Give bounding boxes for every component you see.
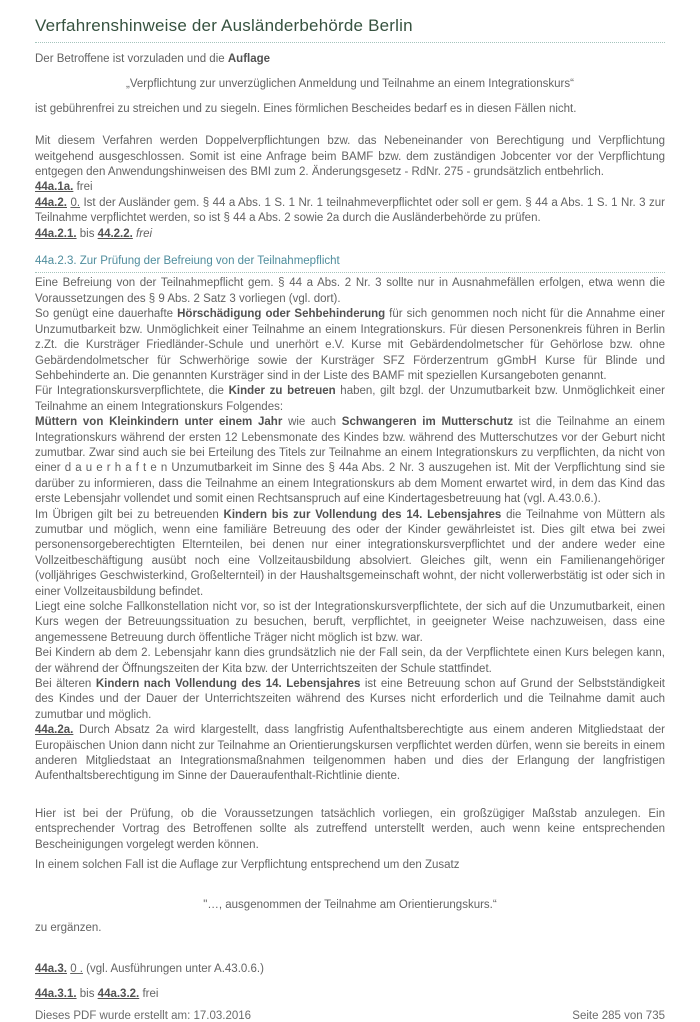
text-segment: 44a.1a. <box>35 181 74 194</box>
vertical-gap <box>35 936 665 962</box>
text-segment: 44a.3.1. <box>35 987 77 1000</box>
page-title: Verfahrenshinweise der Ausländerbehörde Berlin <box>35 16 413 35</box>
text-segment: Hier ist bei der Prüfung, ob die Voraussetzungen tatsächlich vorliegen, ein großzügiger Maßstab anzulegen. Ein entsprechender Vortrag des Betroffenen sollte als zutreffend unterstellt werden, auch wenn keine entsprechenden Bescheinigungen vorgelegt werden können. <box>35 807 665 851</box>
text-segment: 44.2.2. <box>97 227 133 240</box>
text-segment: 44a.3. <box>35 963 67 976</box>
item-44a2a <box>35 723 665 785</box>
text-segment: für sich genommen noch nicht für die Annahme einer Unzumutbarkeit bzw. Unmöglichkeit einer Teilnahme an einem Integrationskurs. Für diesen Personenkreis führen in Berlin z.Zt. die Kursträger Friedländer-Schule und unerhört e.V. Kurse mit Gebärdendolmetscher für Gehörlose bzw. ohne Gebärdendolmetscher für Schwerhörige sowie der Kursträger SFZ Förderzentrum gGmbH Kurse für Blinde und Sehbehinderte an. Die genannten Kursträger sind in der Liste des BAMF mit speziellen Kursangeboten genannt. <box>35 308 665 382</box>
vertical-gap <box>35 785 665 807</box>
footer-page-number: Seite 285 von 735 <box>572 1010 665 1022</box>
section-heading-44a23 <box>35 254 665 273</box>
item-44a2 <box>35 196 665 227</box>
text-segment: Im Übrigen gilt bei zu betreuenden <box>35 508 224 521</box>
item-44a1a <box>35 180 665 195</box>
text-segment: Hörschädigung oder Sehbehinderung <box>177 308 386 321</box>
text-segment: (vgl. Ausführungen unter A.43.0.6.) <box>82 963 264 976</box>
text-segment: 44a.2.1. <box>35 227 77 240</box>
page-footer <box>35 1002 665 1022</box>
children-from-2-paragraph <box>35 646 665 677</box>
text-segment: haben, gilt bzgl. der Unzumutbarkeit bzw. Unmöglichkeit einer Teilnahme an einem Integrationskurs Folgendes: <box>35 385 666 413</box>
addition-intro-line <box>35 858 665 873</box>
vertical-gap <box>35 93 665 102</box>
text-segment: Liegt eine solche Fallkonstellation nicht vor, so ist der Integrationskursverpflichtete, der sich auf die Unzumutbarkeit, einen Kurs wegen der Betreuungssituation zu besuchen, beruft, verpflichtet, in geeigneter Weise nachzuweisen, dass eine angemessene Betreuung durch öffentliche Träger nicht möglich ist bzw. war. <box>35 601 665 644</box>
text-segment: ist eine Betreuung schon auf Grund der Selbstständigkeit des Kindes und der Dauer der Unterrichtszeiten während des Kurses nicht erforderlich und die Teilnahme damit auch zumutbar und möglich. <box>35 678 665 721</box>
text-segment: 44a.2a. <box>35 724 74 737</box>
mothers-paragraph <box>35 415 665 507</box>
text-segment: zu ergänzen. <box>35 921 102 934</box>
vertical-gap <box>35 117 665 134</box>
text-segment: "…, ausgenommen der Teilnahme am Orientierungskurs.“ <box>203 898 497 911</box>
footer-created-date: Dieses PDF wurde erstellt am: 17.03.2016 <box>35 1010 252 1022</box>
vertical-gap <box>35 874 665 898</box>
text-segment: Eine Befreiung von der Teilnahmepflicht gem. § 44 a Abs. 2 Nr. 3 sollte nur in Ausnahmefällen erfolgen, etwa wenn die Voraussetzungen des § 9 Abs. 2 Satz 3 vorliegen (vgl. dort). <box>35 277 665 305</box>
text-segment: Durch Absatz 2a wird klargestellt, dass langfristig Aufenthaltsberechtigte aus einem anderen Mitgliedstaat der Europäischen Union dann nicht zur Teilnahme an Orientierungskursen verpflichtet werden dürfen, wenn sie bereits in einem anderen Mitgliedstaat an Integrationsmaßnahmen teilgenommen haben und dies der Erlangung der langfristigen Aufenthaltsberechtigung im Sinne der Daueraufenthalt-Richtlinie diente. <box>35 724 665 783</box>
text-segment: Auflage <box>227 53 271 65</box>
childcare-intro-paragraph <box>35 384 665 415</box>
text-segment: Für Integrationskursverpflichtete, die <box>35 385 229 398</box>
children-over-14-paragraph <box>35 677 665 723</box>
text-segment: „Verpflichtung zur unverzüglichen Anmeldung und Teilnahme an einem Integrationskurs“ <box>126 78 574 91</box>
text-segment: Bei Kindern ab dem 2. Lebensjahr kann dies grundsätzlich nie der Fall sein, da der Verpflichtete einen Kurs belegen kann, der während der Öffnungszeiten der Kita bzw. der Unterrichtszeiten der Schule stattfindet. <box>35 647 665 675</box>
vertical-gap <box>35 242 665 254</box>
text-segment: In einem solchen Fall ist die Auflage zur Verpflichtung entsprechend um den Zusatz <box>35 859 460 872</box>
text-segment: wie auch <box>282 416 342 429</box>
text-segment: Ist der Ausländer gem. § 44 a Abs. 1 S. 1 Nr. 1 teilnahmeverpflichtet oder soll er gem. § 44 a Abs. 1 S. 1 Nr. 3 zur Teilnahme verpflichtet werden, so ist § 44 a Abs. 2 sowie 2a durch die Ausländerbehörde zu prüfen. <box>35 196 665 225</box>
obligation-quote <box>35 77 665 92</box>
title-divider <box>35 42 665 43</box>
text-segment: Schwangeren im Mutterschutz <box>341 416 514 429</box>
exemption-paragraph <box>35 276 665 307</box>
text-segment: 44a.2. <box>35 196 67 209</box>
text-segment: bis <box>76 987 98 1000</box>
children-under-14-paragraph <box>35 508 665 600</box>
text-segment: frei <box>139 987 159 1000</box>
text-segment: Kindern nach Vollendung des 14. Lebensjahres <box>95 678 361 691</box>
text-segment: 44a.3.2. <box>97 987 140 1000</box>
item-44a21 <box>35 227 665 242</box>
text-segment: frei <box>136 227 153 240</box>
item-44a31 <box>35 987 665 1002</box>
text-segment: Kinder zu betreuen <box>228 385 336 398</box>
generous-standard-paragraph <box>35 807 665 853</box>
proof-paragraph <box>35 600 665 646</box>
item-44a3 <box>35 962 665 977</box>
text-segment: Bei älteren <box>35 678 96 691</box>
text-segment: die Teilnahme von Müttern als zumutbar und möglich, wenn eine familiäre Betreuung des oder der Kinder gewährleistet ist. Dies gilt etwa bei zwei personensorgeberechtigten Elternteilen, bei denen nur einer integrationskursverpflichtet und der andere weder eine Vollzeitbeschäftigung ausübt noch eine Vollzeitausbildung absolviert. Gleiches gilt, wenn ein Familienangehöriger (volljähriges Geschwisterkind, Großelternteil) in der Haushaltsgemeinschaft wohnt, der nicht vollerwerbstätig ist oder sich in einer Vollzeitausbildung befindet. <box>35 508 665 598</box>
text-segment: Müttern von Kleinkindern unter einem Jahr <box>35 416 283 429</box>
document-body <box>35 52 665 1002</box>
text-segment: So genügt eine dauerhafte <box>35 308 178 321</box>
text-segment: 0. <box>70 196 81 209</box>
text-segment: ist die Teilnahme an einem Integrationskurs während der ersten 12 Lebensmonate des Kindes bzw. während des Mutterschutzes vor der Geburt nicht zumutbar. Zwar sind auch sie bei Erteilung des Titels zur Teilnahme an einem Integrationskurs zu verpflichten, da nicht von einer d a u e r h a f t e n Unzumutbarkeit im Sinne des § 44a Abs. 2 Nr. 3 auszugehen ist. Mit der Verpflichtung sind sie darüber zu informieren, dass die Teilnahme an einem Integrationskurs ab dem Moment erwartet wird, in dem das Kind das erste Lebensjahr vollendet und somit einen Rechtsanspruch auf eine Kindertagesbetreuung hat (vgl. A.43.0.6.). <box>35 416 665 506</box>
vertical-gap <box>35 978 665 987</box>
vertical-gap <box>35 913 665 921</box>
document-blocks <box>35 52 665 1002</box>
text-segment: Kindern bis zur Vollendung des 14. Lebensjahres <box>223 508 502 521</box>
text-segment: Der Betroffene ist vorzuladen und die <box>35 53 228 65</box>
hearing-impairment-paragraph <box>35 307 665 384</box>
orientation-course-quote <box>35 898 665 913</box>
vertical-gap <box>35 67 665 77</box>
text-segment: 44a.2.3. Zur Prüfung der Befreiung von der Teilnahmepflicht <box>35 255 340 268</box>
text-segment: bis <box>76 227 98 240</box>
double-obligation-paragraph <box>35 134 665 180</box>
fee-free-line <box>35 102 665 117</box>
text-segment: ist gebührenfrei zu streichen und zu siegeln. Eines förmlichen Bescheides bedarf es in diesen Fällen nicht. <box>35 102 577 115</box>
text-segment: 0 . <box>70 963 83 976</box>
text-segment: frei <box>73 181 93 194</box>
supplement-line <box>35 921 665 936</box>
intro-line <box>35 52 665 67</box>
text-segment: Mit diesem Verfahren werden Doppelverpflichtungen bzw. das Nebeneinander von Berechtigung und Verpflichtung weitgehend ausgeschlossen. Somit ist eine Anfrage beim BAMF bzw. dem zuständigen Jobcenter vor der Verpflichtung entgegen den Anwendungshinweisen des BMI zum 2. Änderungsgesetz - RdNr. 275 - grundsätzlich entbehrlich. <box>35 135 665 179</box>
